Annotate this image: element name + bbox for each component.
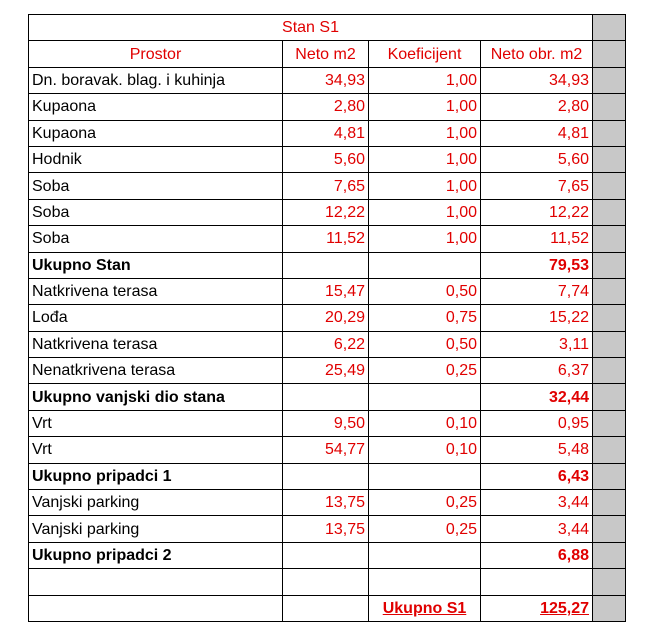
cell-neto-obr: 3,44 xyxy=(481,490,593,516)
empty-cell xyxy=(283,569,369,595)
cell-koeficijent: 0,10 xyxy=(369,410,481,436)
cell-neto xyxy=(283,542,369,568)
cell-prostor: Soba xyxy=(29,199,283,225)
cell-koeficijent xyxy=(369,542,481,568)
table-row xyxy=(29,120,626,146)
side-gray-cell xyxy=(593,358,626,384)
empty-cell xyxy=(29,595,283,621)
side-gray-cell xyxy=(593,516,626,542)
cell-prostor: Dn. boravak. blag. i kuhinja xyxy=(29,67,283,93)
side-gray-cell xyxy=(593,463,626,489)
cell-koeficijent xyxy=(369,463,481,489)
cell-neto: 34,93 xyxy=(283,67,369,93)
cell-neto-obr: 6,37 xyxy=(481,358,593,384)
side-gray-cell xyxy=(593,199,626,225)
cell-koeficijent xyxy=(369,384,481,410)
cell-prostor: Vanjski parking xyxy=(29,516,283,542)
table-row xyxy=(29,516,626,542)
cell-koeficijent: 0,25 xyxy=(369,516,481,542)
total-row xyxy=(29,595,626,621)
cell-koeficijent: 1,00 xyxy=(369,146,481,172)
cell-neto: 12,22 xyxy=(283,199,369,225)
cell-prostor: Soba xyxy=(29,173,283,199)
cell-neto-obr: 3,44 xyxy=(481,516,593,542)
subtotal-row xyxy=(29,252,626,278)
table-row xyxy=(29,490,626,516)
cell-neto-obr: 32,44 xyxy=(481,384,593,410)
empty-row xyxy=(29,569,626,595)
empty-cell xyxy=(369,569,481,595)
cell-prostor: Ukupno vanjski dio stana xyxy=(29,384,283,410)
side-gray-cell xyxy=(593,226,626,252)
cell-neto xyxy=(283,384,369,410)
side-gray-cell xyxy=(593,490,626,516)
cell-prostor: Ukupno pripadci 1 xyxy=(29,463,283,489)
table-row xyxy=(29,199,626,225)
table-row xyxy=(29,226,626,252)
cell-koeficijent: 0,50 xyxy=(369,278,481,304)
cell-neto: 13,75 xyxy=(283,490,369,516)
cell-neto-obr: 2,80 xyxy=(481,94,593,120)
cell-neto-obr: 34,93 xyxy=(481,67,593,93)
empty-cell xyxy=(481,569,593,595)
title-row xyxy=(29,15,626,41)
table-row xyxy=(29,358,626,384)
cell-neto-obr: 5,48 xyxy=(481,437,593,463)
cell-neto-obr: 79,53 xyxy=(481,252,593,278)
area-table xyxy=(28,14,626,622)
table-row xyxy=(29,146,626,172)
cell-prostor: Ukupno Stan xyxy=(29,252,283,278)
cell-neto: 4,81 xyxy=(283,120,369,146)
cell-koeficijent: 1,00 xyxy=(369,120,481,146)
cell-koeficijent: 1,00 xyxy=(369,226,481,252)
cell-prostor: Soba xyxy=(29,226,283,252)
cell-neto: 7,65 xyxy=(283,173,369,199)
table-row xyxy=(29,331,626,357)
cell-neto xyxy=(283,463,369,489)
cell-neto: 13,75 xyxy=(283,516,369,542)
cell-neto-obr: 6,88 xyxy=(481,542,593,568)
cell-prostor: Kupaona xyxy=(29,94,283,120)
table-row xyxy=(29,94,626,120)
cell-neto: 25,49 xyxy=(283,358,369,384)
cell-neto: 5,60 xyxy=(283,146,369,172)
empty-cell xyxy=(283,595,369,621)
side-gray-cell xyxy=(593,67,626,93)
cell-koeficijent: 0,75 xyxy=(369,305,481,331)
side-gray-cell xyxy=(593,252,626,278)
cell-neto-obr: 7,74 xyxy=(481,278,593,304)
side-gray-cell xyxy=(593,146,626,172)
cell-koeficijent: 0,10 xyxy=(369,437,481,463)
cell-neto: 9,50 xyxy=(283,410,369,436)
cell-neto-obr: 15,22 xyxy=(481,305,593,331)
cell-prostor: Ukupno pripadci 2 xyxy=(29,542,283,568)
side-gray-cell xyxy=(593,542,626,568)
cell-prostor: Vrt xyxy=(29,410,283,436)
cell-neto: 20,29 xyxy=(283,305,369,331)
cell-koeficijent: 0,50 xyxy=(369,331,481,357)
cell-prostor: Natkrivena terasa xyxy=(29,278,283,304)
cell-neto: 6,22 xyxy=(283,331,369,357)
cell-prostor: Lođa xyxy=(29,305,283,331)
subtotal-row xyxy=(29,463,626,489)
cell-prostor: Natkrivena terasa xyxy=(29,331,283,357)
cell-prostor: Nenatkrivena terasa xyxy=(29,358,283,384)
table-row xyxy=(29,173,626,199)
cell-neto-obr: 4,81 xyxy=(481,120,593,146)
cell-neto-obr: 5,60 xyxy=(481,146,593,172)
header-prostor: Prostor xyxy=(29,41,283,67)
table-row xyxy=(29,305,626,331)
side-gray-cell xyxy=(593,437,626,463)
total-label: Ukupno S1 xyxy=(369,595,481,621)
side-gray-cell xyxy=(593,384,626,410)
side-gray-cell xyxy=(593,410,626,436)
cell-koeficijent: 0,25 xyxy=(369,358,481,384)
cell-neto-obr: 11,52 xyxy=(481,226,593,252)
table-row xyxy=(29,410,626,436)
cell-koeficijent: 0,25 xyxy=(369,490,481,516)
side-gray-cell xyxy=(593,41,626,67)
side-gray-cell xyxy=(593,331,626,357)
cell-neto-obr: 7,65 xyxy=(481,173,593,199)
header-koeficijent: Koeficijent xyxy=(369,41,481,67)
side-gray-cell xyxy=(593,278,626,304)
cell-neto-obr: 12,22 xyxy=(481,199,593,225)
cell-neto: 15,47 xyxy=(283,278,369,304)
cell-koeficijent: 1,00 xyxy=(369,67,481,93)
cell-koeficijent xyxy=(369,252,481,278)
header-neto: Neto m2 xyxy=(283,41,369,67)
cell-neto: 11,52 xyxy=(283,226,369,252)
table-row xyxy=(29,437,626,463)
cell-neto-obr: 3,11 xyxy=(481,331,593,357)
cell-koeficijent: 1,00 xyxy=(369,173,481,199)
cell-koeficijent: 1,00 xyxy=(369,94,481,120)
side-gray-cell xyxy=(593,569,626,595)
side-gray-cell xyxy=(593,15,626,41)
cell-neto-obr: 0,95 xyxy=(481,410,593,436)
table-row xyxy=(29,67,626,93)
table-title: Stan S1 xyxy=(29,15,593,41)
cell-prostor: Vanjski parking xyxy=(29,490,283,516)
empty-cell xyxy=(29,569,283,595)
cell-neto-obr: 6,43 xyxy=(481,463,593,489)
side-gray-cell xyxy=(593,94,626,120)
table-body xyxy=(29,15,626,622)
subtotal-row xyxy=(29,384,626,410)
cell-prostor: Hodnik xyxy=(29,146,283,172)
cell-prostor: Vrt xyxy=(29,437,283,463)
header-neto-obr: Neto obr. m2 xyxy=(481,41,593,67)
table-row xyxy=(29,278,626,304)
header-row xyxy=(29,41,626,67)
cell-neto: 2,80 xyxy=(283,94,369,120)
cell-prostor: Kupaona xyxy=(29,120,283,146)
cell-koeficijent: 1,00 xyxy=(369,199,481,225)
subtotal-row xyxy=(29,542,626,568)
side-gray-cell xyxy=(593,595,626,621)
total-value: 125,27 xyxy=(481,595,593,621)
side-gray-cell xyxy=(593,120,626,146)
side-gray-cell xyxy=(593,173,626,199)
cell-neto: 54,77 xyxy=(283,437,369,463)
side-gray-cell xyxy=(593,305,626,331)
cell-neto xyxy=(283,252,369,278)
